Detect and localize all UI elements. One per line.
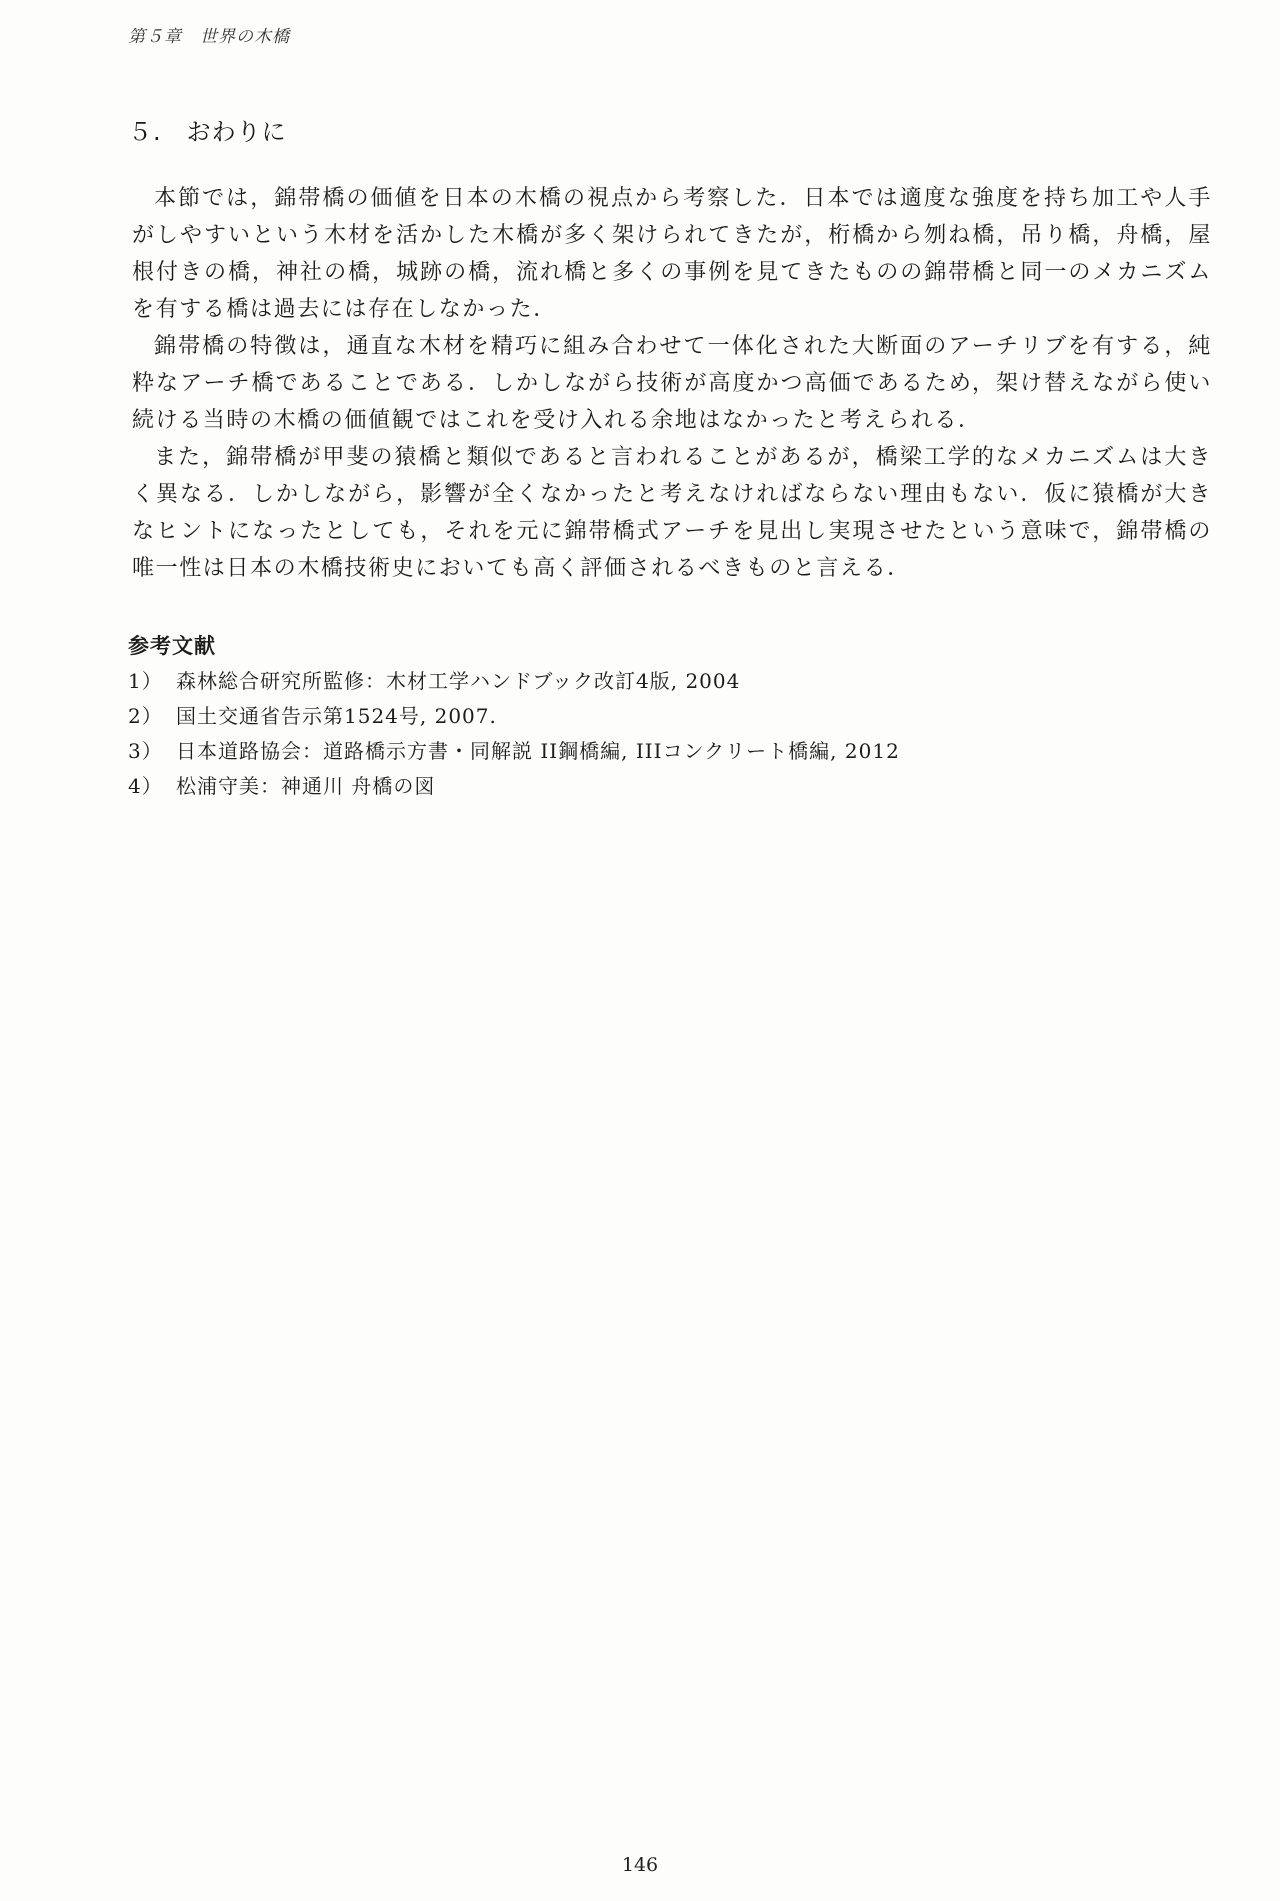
page-number: 146 [621, 1854, 659, 1876]
section-title: ５. おわりに [128, 118, 287, 146]
paragraph-1: 本節では，錦帯橋の価値を日本の木橋の視点から考察した．日本では適度な強度を持ち加工や人手がしやすいという木材を活かした木橋が多く架けられてきたが，桁橋から刎ね橋，吊り橋，舟橋，屋根付きの橋，神社の橋，城跡の橋，流れ橋と多くの事例を見てきたものの錦帯橋と同一のメカニズムを有する橋は過去には存在しなかった． [132, 186, 1212, 322]
reference-text: 国土交通省告示第1524号, 2007. [176, 704, 497, 728]
reference-item [128, 699, 900, 734]
reference-item [128, 769, 900, 804]
reference-number: 1） [128, 669, 163, 693]
reference-number: 2） [128, 704, 163, 728]
reference-text: 日本道路協会：道路橋示方書・同解説 II鋼橋編, IIIコンクリート橋編, 2012 [176, 739, 900, 763]
reference-item [128, 664, 900, 699]
reference-number: 3） [128, 739, 163, 763]
running-header: 第５章 世界の木橋 [128, 27, 290, 47]
paragraph-3: また，錦帯橋が甲斐の猿橋と類似であると言われることがあるが，橋梁工学的なメカニズムは大きく異なる．しかしながら，影響が全くなかったと考えなければならない理由もない．仮に猿橋が大きなヒントになったとしても，それを元に錦帯橋式アーチを見出し実現させたという意味で，錦帯橋の唯一性は日本の木橋技術史においても高く評価されるべきものと言える． [132, 445, 1212, 581]
reference-item [128, 734, 900, 769]
reference-text: 森林総合研究所監修：木材工学ハンドブック改訂4版, 2004 [176, 669, 741, 693]
reference-number: 4） [128, 774, 163, 798]
paragraph-2: 錦帯橋の特徴は，通直な木材を精巧に組み合わせて一体化された大断面のアーチリブを有する，純粋なアーチ橋であることである．しかしながら技術が高度かつ高価であるため，架け替えながら使い続ける当時の木橋の価値観ではこれを受け入れる余地はなかったと考えられる． [132, 334, 1212, 433]
body-text [132, 180, 1212, 587]
reference-text: 松浦守美：神通川 舟橋の図 [176, 774, 436, 798]
references-list [128, 664, 900, 804]
references-heading: 参考文献 [128, 634, 216, 658]
